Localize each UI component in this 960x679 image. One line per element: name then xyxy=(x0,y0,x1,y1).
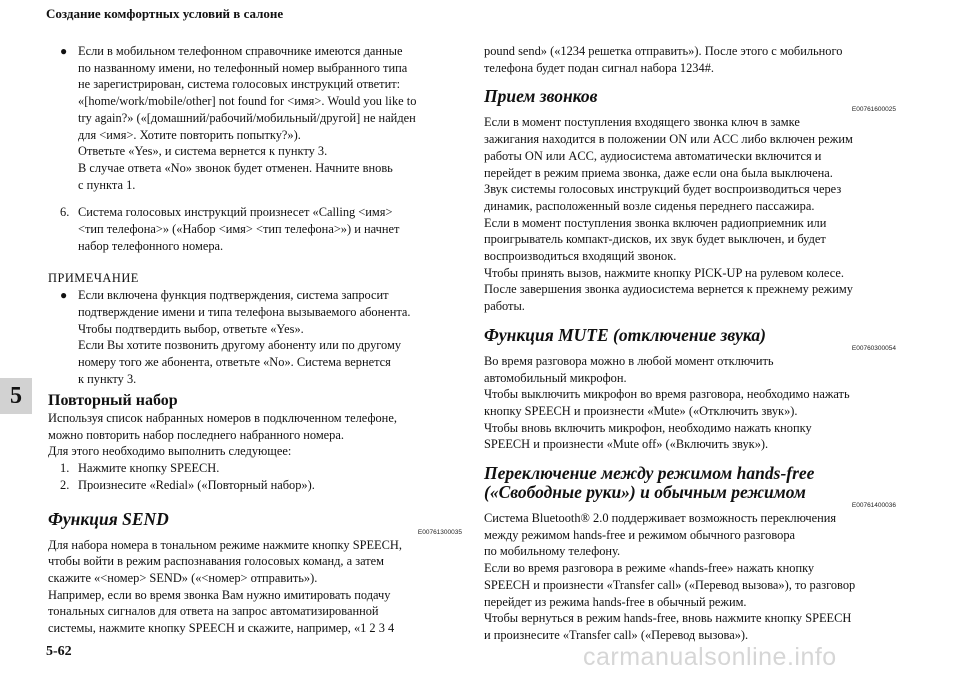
text-line: Если Вы хотите позвонить другому абоненту или по другому xyxy=(78,338,402,353)
bullet-icon: ● xyxy=(60,288,68,303)
text-line: набор телефонного номера. xyxy=(78,238,224,253)
text-line: с пункта 1. xyxy=(78,177,136,192)
text-line: Чтобы выключить микрофон во время разговора, необходимо нажать xyxy=(484,387,850,402)
text-line: можно повторить набор последнего набранного номера. xyxy=(48,427,344,442)
text-line: После завершения звонка аудиосистема вернется к прежнему режиму xyxy=(484,282,853,297)
text-line: между режимом hands-free и режимом обычного разговора xyxy=(484,527,796,542)
text-line: по мобильному телефону. xyxy=(484,544,621,559)
section-code: E00760300054 xyxy=(851,344,896,352)
text-line: Система голосовых инструкций произнесет «Calling <имя> xyxy=(78,205,393,220)
text-line: работы. xyxy=(484,299,525,314)
text-line: для <имя>. Хотите повторить попытку?»). xyxy=(78,127,301,142)
bullet-not-found xyxy=(48,43,462,193)
text-line: Нажмите кнопку SPEECH. xyxy=(78,461,220,476)
note-bullet xyxy=(48,287,462,387)
step-6 xyxy=(48,204,462,254)
text-line: телефона будет подан сигнал набора 1234#. xyxy=(484,60,714,75)
text-line: скажите «<номер> SEND» («<номер> отправить»). xyxy=(48,570,318,585)
text-line: Звук системы голосовых инструкций будет воспроизводиться через xyxy=(484,182,842,197)
handsfree-heading-line-1: Переключение между режимом hands-free xyxy=(484,463,815,484)
text-line: Если в мобильном телефонном справочнике имеются данные xyxy=(78,44,403,58)
watermark: carmanualsonline.info xyxy=(583,643,837,671)
text-line: кнопку SPEECH и произнести «Mute» («Отключить звук»). xyxy=(484,403,798,418)
text-line: зажигания находится в положении ON или ACC либо включен режим xyxy=(484,132,853,147)
text-line: «[home/work/mobile/other] not found for <имя>. Would you like to xyxy=(78,94,417,109)
text-line: работы ON или ACC, аудиосистема автоматически включится и xyxy=(484,148,822,163)
text-line: pound send» («1234 решетка отправить»). После этого с мобильного xyxy=(484,44,843,58)
text-line: <тип телефона>» («Набор <имя> <тип телефона>») и начнет xyxy=(78,222,400,237)
text-line: Чтобы вновь включить микрофон, необходимо нажать кнопку xyxy=(484,420,812,435)
handsfree-heading-line-2: («Свободные руки») и обычным режимом xyxy=(484,482,806,503)
text-line: Например, если во время звонка Вам нужно имитировать подачу xyxy=(48,587,391,602)
page-number: 5-62 xyxy=(46,644,72,659)
text-line: по названному имени, но телефонный номер выбранного типа xyxy=(78,60,408,75)
redial-step-2 xyxy=(48,477,462,494)
text-line: В случае ответа «No» звонок будет отменен. Начните вновь xyxy=(78,160,393,175)
chapter-tab: 5 xyxy=(0,378,32,414)
step-number: 2. xyxy=(60,477,70,492)
text-line: проигрыватель компакт-дисков, их звук будет выключен, и будет xyxy=(484,232,826,247)
text-line: SPEECH и произнести «Transfer call» («Перевод вызова»), то разговор xyxy=(484,577,856,592)
section-code: E00761300035 xyxy=(417,528,462,536)
text-line: Если в момент поступления входящего звонка ключ в замке xyxy=(484,115,800,130)
text-line: try again?» («[домашний/рабочий/мобильный/другой] не найден xyxy=(78,110,416,125)
text-line: тональных сигналов для ответа на запрос автоматизированной xyxy=(48,604,379,619)
send-heading: Функция SEND xyxy=(48,508,169,529)
text-line: Для этого необходимо выполнить следующее: xyxy=(48,444,292,459)
text-line: Если включена функция подтверждения, система запросит xyxy=(78,288,389,303)
section-code: E00761600025 xyxy=(851,106,896,114)
step-number: 6. xyxy=(60,205,70,220)
redial-heading: Повторный набор xyxy=(48,392,178,410)
text-line: Чтобы вернуться в режим hands-free, вновь нажмите кнопку SPEECH xyxy=(484,611,852,626)
text-line: и произнесите «Transfer call» («Перевод вызова»). xyxy=(484,627,749,642)
step-number: 1. xyxy=(60,461,70,476)
text-line: автомобильный микрофон. xyxy=(484,370,627,385)
page-header: Создание комфортных условий в салоне xyxy=(46,6,284,21)
text-line: перейдет из режима hands-free в обычный режим. xyxy=(484,594,747,609)
text-line: Система Bluetooth® 2.0 поддерживает возможность переключения xyxy=(484,511,837,526)
note-title: ПРИМЕЧАНИЕ xyxy=(48,271,139,286)
text-line: чтобы войти в режим распознавания голосовых команд, а затем xyxy=(48,554,385,569)
text-line: Произнесите «Redial» («Повторный набор»). xyxy=(78,477,315,492)
text-line: Для набора номера в тональном режиме нажмите кнопку SPEECH, xyxy=(48,537,402,552)
left-column xyxy=(48,43,462,637)
text-line: к пункту 3. xyxy=(78,371,137,386)
text-line: SPEECH и произнести «Mute off» («Включить звук»). xyxy=(484,437,769,452)
text-line: Чтобы подтвердить выбор, ответьте «Yes». xyxy=(78,321,304,336)
right-column xyxy=(484,43,896,644)
receive-heading: Прием звонков xyxy=(484,86,598,107)
text-line: Чтобы принять вызов, нажмите кнопку PICK-UP на рулевом колесе. xyxy=(484,265,844,280)
text-line: Во время разговора можно в любой момент отключить xyxy=(484,353,774,368)
redial-step-1 xyxy=(48,460,462,477)
text-line: Если в момент поступления звонка включен радиоприемник или xyxy=(484,215,827,230)
bullet-icon: ● xyxy=(60,44,68,58)
text-line: Используя список набранных номеров в подключенном телефоне, xyxy=(48,411,397,426)
text-line: Если во время разговора в режиме «hands-free» нажать кнопку xyxy=(484,561,815,576)
text-line: Ответьте «Yes», и система вернется к пункту 3. xyxy=(78,144,328,159)
text-line: системы, нажмите кнопку SPEECH и скажите, например, «1 2 3 4 xyxy=(48,621,395,636)
text-line: не зарегистрирован, система голосовых инструкций ответит: xyxy=(78,77,401,92)
text-line: номеру того же абонента, ответьте «No». Система вернется xyxy=(78,354,391,369)
text-line: воспроизводиться входящий звонок. xyxy=(484,249,677,264)
section-code: E00761400036 xyxy=(851,502,896,510)
text-line: перейдет в режим приема звонка, даже если она была выключена. xyxy=(484,165,833,180)
mute-heading: Функция MUTE (отключение звука) xyxy=(484,324,766,345)
text-line: подтверждение имени и типа телефона вызываемого абонента. xyxy=(78,304,411,319)
text-line: динамик, расположенный возле сиденья переднего пассажира. xyxy=(484,198,815,213)
